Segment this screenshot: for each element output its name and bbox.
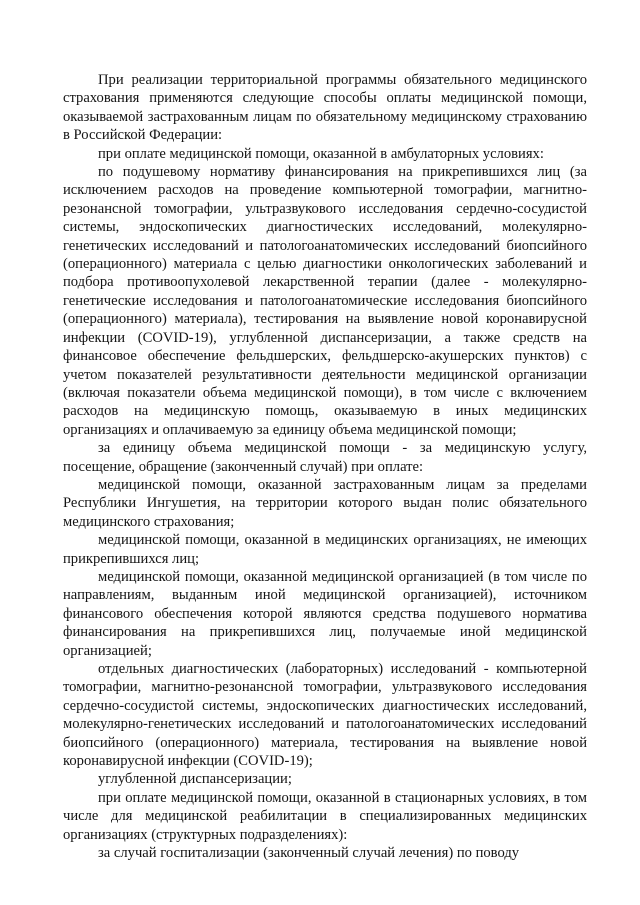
paragraph-intro: При реализации территориальной программы обязательного медицинского страхования применяются следующие способы оплаты медицинской помощи, оказываемой застрахованным лицам по обязательному медицинскому страхованию в Российской Федерации:: [63, 72, 587, 144]
paragraph-referrals: медицинской помощи, оказанной медицинской организацией (в том числе по направлениям, выданным иной медицинской организацией), источником финансового обеспечения которой являются средства подушевого норматива финансирования на прикрепившихся лиц, получаемые иной медицинской организацией;: [63, 568, 587, 659]
paragraph-diagnostics: отдельных диагностических (лабораторных) исследований - компьютерной томографии, магнитно-резонансной томографии, ультразвукового исследования сердечно-сосудистой системы, эндоскопических диагностических исследований, молекулярно-генетических исследований и патологоанатомических исследований биопсийного (операционного) материала, тестирования на выявление новой коронавирусной инфекции (COVID-19);: [63, 661, 587, 770]
paragraph-hospitalization: за случай госпитализации (законченный случай лечения) по поводу: [98, 845, 520, 862]
paragraph-outpatient-heading: при оплате медицинской помощи, оказанной в амбулаторных условиях:: [98, 145, 544, 162]
document-body: [63, 71, 587, 862]
paragraph-dispensary: углубленной диспансеризации;: [98, 771, 292, 788]
paragraph-no-attached: медицинской помощи, оказанной в медицинских организациях, не имеющих прикрепившихся лиц;: [63, 532, 587, 567]
paragraph-inpatient-heading: при оплате медицинской помощи, оказанной в стационарных условиях, в том числе для медицинской реабилитации в специализированных медицинских организациях (структурных подразделениях):: [63, 789, 587, 843]
paragraph-unit-volume: за единицу объема медицинской помощи - за медицинскую услугу, посещение, обращение (законченный случай) при оплате:: [63, 440, 587, 475]
paragraph-outside-region: медицинской помощи, оказанной застрахованным лицам за пределами Республики Ингушетия, на территории которого выдан полис обязательного медицинского страхования;: [63, 476, 587, 530]
paragraph-per-capita: по подушевому нормативу финансирования на прикрепившихся лиц (за исключением расходов на проведение компьютерной томографии, магнитно-резонансной томографии, ультразвукового исследования сердечно-сосудистой системы, эндоскопических диагностических исследований, молекулярно-генетических исследований и патологоанатомических исследований биопсийного (операционного) материала с целью диагностики онкологических заболеваний и подбора противоопухолевой лекарственной терапии (далее - молекулярно-генетические исследования и патологоанатомические исследования биопсийного (операционного) материала), тестирования на выявление новой коронавирусной инфекции (COVID-19), углубленной диспансеризации, а также средств на финансовое обеспечение фельдшерских, фельдшерско-акушерских пунктов) с учетом показателей результативности деятельности медицинской организации (включая показатели объема медицинской помощи), в том числе с включением расходов на медицинскую помощь, оказываемую в иных медицинских организациях и оплачиваемую за единицу объема медицинской помощи;: [63, 164, 587, 438]
